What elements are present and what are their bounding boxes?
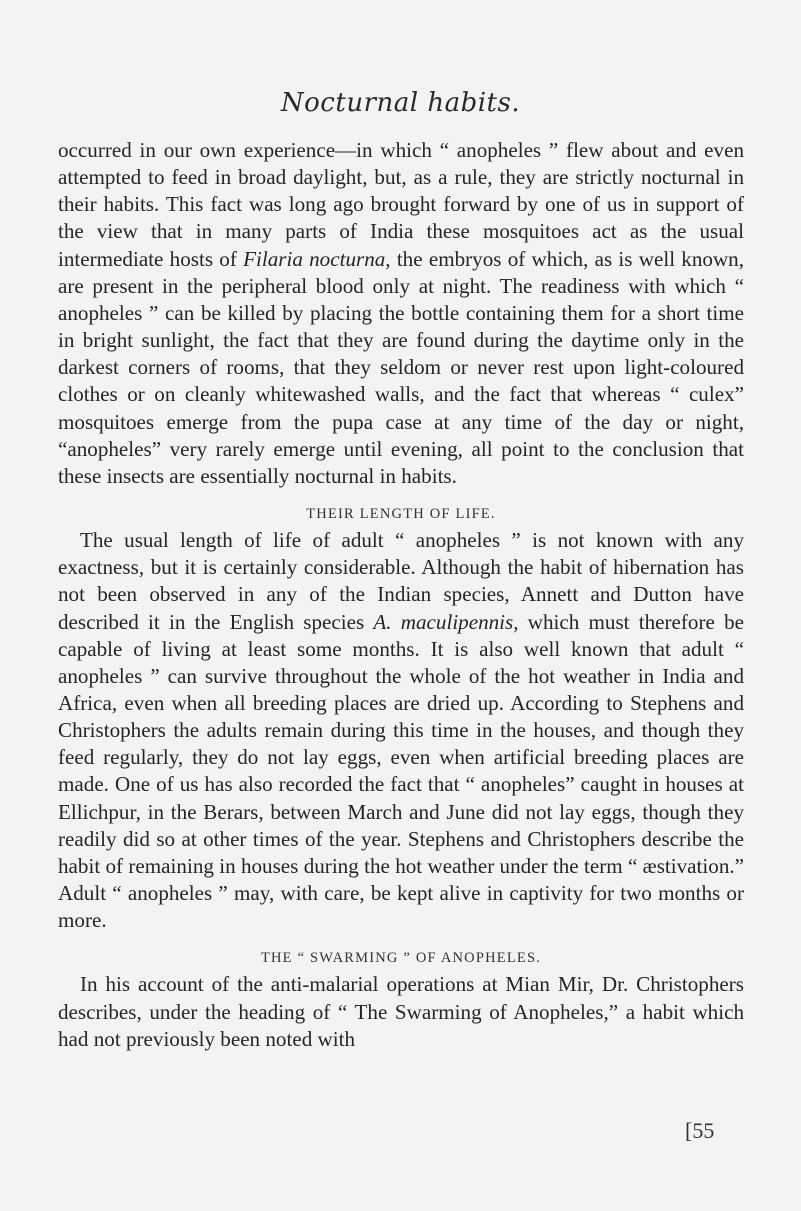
paragraph-1	[58, 137, 744, 490]
paragraph-1-text-b: the embryos of which, as is well known, are present in the peripheral blood only at night. The readiness with which “ anopheles ” can be killed by placing the bottle containing them for a short time in bright sunlight, the fact that they are found during the daytime only in the darkest corners of rooms, that they seldom or never rest upon light-coloured clothes or on cleanly whitewashed walls, and the fact that whereas “ culex” mosquitoes emerge from the pupa case at any time of the day or night, “anopheles” very rarely emerge until evening, all point to the conclusion that these insects are essentially nocturnal in habits.	[58, 246, 745, 488]
body-text	[58, 137, 744, 1053]
paragraph-2-text-b: which must therefore be capable of living at least some months. It is also well known that adult “ anopheles ” can survive throughout the whole of the hot weather in India and Africa, even when all breeding places are dried up. According to Stephens and Christophers the adults remain during this time in the houses, and though they feed regularly, they do not lay eggs, even when artificial breeding places are made. One of us has also recorded the fact that “ anopheles” caught in houses at Ellichpur, in the Berars, between March and June did not lay eggs, though they readily did so at other times of the year. Stephens and Christophers describe the habit of remaining in houses during the hot weather under the term “ æstivation.” Adult “ anopheles ” may, with care, be kept alive in captivity for two months or more.	[58, 609, 744, 933]
page-number: [55	[685, 1118, 715, 1143]
paragraph-2-text-a: The usual length of life of adult “ anopheles ” is not known with any exactness, but it is certainly considerable. Although the habit of hibernation has not been observed in any of the Indian species, Annett and Dutton have described it in the English species	[58, 528, 744, 634]
paragraph-3: In his account of the anti-malarial operations at Mian Mir, Dr. Christophers describes, under the heading of “ The Swarming of Anopheles,” a habit which had not previously been noted with	[58, 972, 744, 1051]
section-heading-length-of-life: THEIR LENGTH OF LIFE.	[306, 506, 496, 523]
paragraph-1-text-a: occurred in our own experience—in which “ anopheles ” flew about and even attempted to feed in broad daylight, but, as a rule, they are strictly nocturnal in their habits. This fact was long ago brought forward by one of us in support of the view that in many parts of India these mosquitoes act as the usual intermediate hosts of	[58, 138, 744, 271]
filaria-nocturna-term: Filaria nocturna,	[243, 246, 391, 271]
paragraph-2	[58, 527, 744, 934]
species-name-term: A. maculipennis,	[373, 609, 519, 634]
section-heading-swarming: THE “ SWARMING ” OF ANOPHELES.	[260, 950, 542, 967]
running-head: Nocturnal habits.	[280, 88, 521, 118]
